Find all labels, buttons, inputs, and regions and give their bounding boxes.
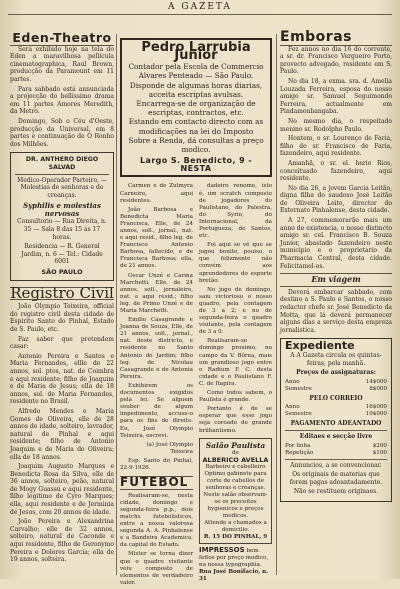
- registry-paragraph: Oscar Unzé e Carina Marchetti, Elle, de 24 annos, soll., jornaleiro, nat. e aqui resid.; filho leg. de Primo Unzé e de Maria Marchetti.: [120, 272, 193, 314]
- printing-text: bem feitos por preço modico, na nossa typographia.: [199, 547, 268, 568]
- eden-theatro-heading: Eden-Theatro: [10, 30, 114, 46]
- social-paragraph: Amanhã, o sr. el. herio Rios, conceituado fazendeiro, aqui residente.: [280, 159, 392, 183]
- subcolumn-left: [120, 183, 193, 588]
- registry-paragraph: Alfredo Mendes e Maria Gomes de Oliveira, elle de 28 annos de idade, solteiro, lavrador, natural de Pinhal e aqui residente; filho de Antonio Joaquim e de Maria de Oliveira; ella de 18 annos.: [10, 407, 114, 461]
- ad-line: Encarrega-se de organização de escriptas, contractos, etc.: [136, 99, 256, 118]
- futebol-paragraph: Foi aqui se vê que se jogou bonito, pouiso, o que felizmente não convém aos aprendedores do esporte bretão.: [199, 242, 272, 284]
- ad-line: Residencia — R. General Jardim, n. 6 — Tel.: Cidade 6001: [21, 243, 103, 266]
- subscription-prices-title: Preços de assignaturas:: [296, 369, 376, 377]
- futebol-paragraph: Mister se torna dizer que o quadro visitante veiu composto de elementos de verdadeiro valor.: [120, 551, 193, 586]
- ad-line: Disponde de algumas horas diarias, acceita escriptas avulsas.: [129, 80, 263, 99]
- ad-line: Neste salão observam-se os preceitos hygienicos e preços modicos.: [203, 491, 268, 519]
- printing-title: IMPRESSOS: [199, 545, 245, 554]
- column-divider: [276, 34, 277, 575]
- futebol-heading: FUTEBOL: [120, 476, 193, 490]
- printing-advertisement: [199, 547, 272, 583]
- travel-paragraph: Deverá embarcar sabbado, com destino a S. Paulo e Santos, o nosso redactor chefe sr. José Benedicto da Motta, que lá deverá permanecer alguns dias a serviço desta empreza jornalistica.: [280, 288, 392, 334]
- price-row: Anno 14$000: [285, 378, 387, 385]
- subcolumn-right: [199, 183, 272, 588]
- masthead-rule: [8, 14, 392, 15]
- expediente-box: [280, 338, 392, 502]
- column-middle: [120, 30, 272, 586]
- price-row: Por linha $200: [285, 442, 387, 449]
- column-divider: [116, 34, 117, 575]
- ad-line: Attende a chamados a domicilio.: [204, 519, 267, 533]
- article-paragraph: Para sabbado está annunciada a projecção do bellissimo drama em 11 partes Amores Meredith, da Metro.: [10, 85, 114, 116]
- expediente-title: Expediente: [285, 339, 355, 353]
- ad-line: Medico-Operador Parteiro, — Molestias de senhoras e de creanças.: [17, 176, 107, 199]
- futebol-paragraph: No jogo de domingo, saiu victorioso o nosso quadro, pela contagem de 3 a 2; e no de segunda-feira o quadro visitante, pela contagem de 3 a 0.: [199, 286, 272, 336]
- shop-de: de: [232, 449, 239, 456]
- emboras-heading: Emboras: [280, 30, 392, 46]
- article-paragraph: Será exhibido hoje na tela do Eden a maravilhosa pellicula cinematographica, Raul Brown, producção da Paramount em 11 partes.: [10, 45, 114, 83]
- ad-line: Barbeiro e cabelleiro: [205, 463, 266, 470]
- divider: [285, 430, 387, 431]
- shop-owner: ALBERICO AVELLA: [202, 455, 269, 464]
- futebol-paragraph: Realisaram-se domingo proximo, no campo da V. Bôrea, mais um grandioso jogo entre o Radium F. C. desta cidade e o Paulistano F. C. de Itapira.: [199, 338, 272, 387]
- price-row: Anno 16$000: [285, 404, 387, 411]
- doctor-name: DR. ANTHERO DIEGO SALVAD: [15, 156, 109, 174]
- futebol-paragraph: Como todos sabem, o Paulista é grande.: [199, 390, 272, 404]
- accountant-name: Pedro Larrubia Junior: [141, 40, 251, 63]
- social-paragraph: Hontem, o sr. Lourenço de Faria, filho do sr. Francisco de Faria, fazendeiro, aqui residente.: [280, 135, 392, 158]
- registry-paragraph: João Pereira e Alexandrina Carvalho; elle de 32 annos, solteiro, natural de Caconde e aqui residente, filho de Geronymo Pereira e Dolores Garcia; ella de 19 annos, solteira.: [10, 518, 114, 564]
- signature: (a) José Olympio Teixeira: [146, 441, 193, 455]
- expediente-line: Annuncios, a se convencionar.: [290, 461, 382, 469]
- social-paragraph: Fez annos no dia 16 do corrente, a sr. dr. Francisco Vergueiro Porto, provecto advogado, residente em S. Paulo.: [280, 45, 392, 76]
- futebol-paragraph: dadeiro renome, isto é, um scratch composto de jogadores do Paulistano, do Palestra, do Syrio, do Internacional, da Portugueza, de Santos, etc.: [199, 183, 272, 240]
- registry-paragraph: Exhibirem os documentos exigidos pela lei. Se alguem souber de algum impedimento, accuse-o para os fins de direito. Eu, José Olympio Teixeira, escrevi.: [120, 382, 193, 439]
- edicts-title: Editaes e secção livre: [299, 432, 373, 440]
- futebol-paragraph: Portanto é de se esperar que esse jogo seja coroado de grande brilhantismo.: [199, 406, 272, 434]
- social-paragraph: A 27, commemorarão mais um anno de existencia, o nosso distincto amigo sr. cel. Francisco B. Souza Junior, abastado fazendeiro neste municipio e o proprietario da Pharmacia Central, desta cidade. Felicitamol-os.: [280, 217, 392, 270]
- masthead: [0, 0, 400, 30]
- registry-paragraph: Faz saber que pretendem casar:: [10, 335, 114, 351]
- doctor-advertisement: [10, 152, 114, 280]
- ad-specialty: Syphilis e molestias nervosas: [23, 201, 101, 218]
- expediente-line: Os originais de materias que forem pagas adeantadamente.: [289, 471, 383, 486]
- barber-advertisement: [199, 438, 272, 544]
- divider: [285, 459, 387, 460]
- registry-paragraph: Antonio Pereira e Santos e Maria Fernandes, ellle de 22 annos, sol. ptos, nat. de Coimbra e aqui residente; filho de Joaquim e de Maria de Jesus; ella de 18 annos, sol. de Maria Fernandes, residente no Brasil.: [10, 352, 114, 406]
- social-paragraph: No mesmo dia, o respeitado menino sr. Rodolpho Paulo.: [280, 117, 392, 133]
- registro-civil-heading: Registro Civil: [10, 283, 114, 302]
- ad-city: SÃO PAULO: [41, 268, 83, 277]
- futebol-paragraph: Realisaram-se, nesta cidade, domingo e segunda-feira p.p., dois matchs futebolisticos, entre a nossa valorosa segunda A. A. Pinhalense e a Bandeira Academica, da capital do Estado.: [120, 492, 193, 549]
- middle-subcolumns: [120, 183, 272, 588]
- ad-line: Contador pela Escola de Commercio Alvares Penteado — São Paulo.: [128, 62, 264, 81]
- ad-address: R. 15 DO PINHAL, 9: [203, 533, 268, 540]
- expediente-line: A A Gazeta circula os quintas-feiras, pela manhã.: [290, 351, 382, 367]
- ad-line: Consultorio — Rua Direita, n. 35 — Sala 8 das 15 ás 17 horas.: [17, 218, 107, 241]
- payment-label: PAGAMENTO ADEANTADO: [290, 420, 382, 428]
- social-paragraph: No dia 18, a exma. sra. d. Amelia Louzada Ferreira, esposa do nosso amigo sr. Samuel Seguimondo Ferreira, actualmente em Pindamonhangaba.: [280, 77, 392, 116]
- registry-paragraph: Emilio Casagrande e Joanna de Souza, Elle, de 21 annos, soll., jornal., nat. deste districto, e residente no Santo Antonio do Jardim; filho leg. de Nicolau Casagrande e de Antonia Pereira.: [120, 317, 193, 380]
- registry-paragraph: Carmen e de Zulmyra Carneiro, aqui residentes.: [120, 183, 193, 204]
- accountant-advertisement: [120, 38, 272, 177]
- ad-address: Largo S. Benedicto, 9 - NESTA: [140, 156, 252, 173]
- column-left: [10, 30, 114, 577]
- expediente-line: Não se restituem originaes.: [293, 488, 379, 496]
- shop-name: Salão Paulista: [205, 440, 266, 450]
- ad-line: Estando em contacto directo com as modificações na lei do Imposto Sobre a Renda, dá consultas a preço modico.: [128, 117, 264, 155]
- ad-line: Optimo gabinete para corte de cabellos de senhoras e creanças.: [204, 470, 267, 491]
- em-viagem-heading: Em viagem: [280, 273, 392, 287]
- mail-label: PELO CORREIO: [309, 394, 363, 402]
- price-row: Semestre 8$000: [285, 385, 387, 392]
- masthead-title: A GAZETA: [168, 2, 232, 12]
- registry-paragraph: João Barbosa e Benedicta Maria Francisca, Elle, de 24 annos, soll., jornal., nat. e aqui resid., filho leg. de Francisco Antonio Barbosa, fallecido, e de Francisca Barbosa; ella, de 21 annos.: [120, 206, 193, 270]
- price-row: Semestre 10$000: [285, 411, 387, 418]
- social-paragraph: No dia 26, a jovem Garcia Leitão, digna filha do saudoso José Leitão de Oliveira Leite, director do Externato Pinhalense, desta cidade.: [280, 184, 392, 215]
- column-right: [280, 30, 392, 577]
- registry-paragraph: Joaquim Augusto Marques e Benedicta Rosa da Silva, elle de 36 annos, solteiro, peão, natural de Mogy Guassú e aqui residente, filho legitimo de Cyro Marques; ella, aqui residente e de Jerminia de Jesus, com 20 annos de idade.: [10, 463, 114, 516]
- article-paragraph: Domingo, Sob o Céu d'Oeste, producção da Universal, em 8 partes e continuação de O Ronho dos Milhões.: [10, 117, 114, 148]
- printing-address: Rua José Bonifacio, n. 31: [199, 568, 269, 582]
- price-row: Repetição $100: [285, 449, 387, 456]
- registry-paragraph: João Olympio Teixeira, official do registro civil desta cidade de Espirito Santo do Pinhal, Estado de S. Paulo, etc.: [10, 303, 114, 333]
- signature-date: Esp. Santo do Pinhal, 22-9-1926.: [120, 457, 193, 471]
